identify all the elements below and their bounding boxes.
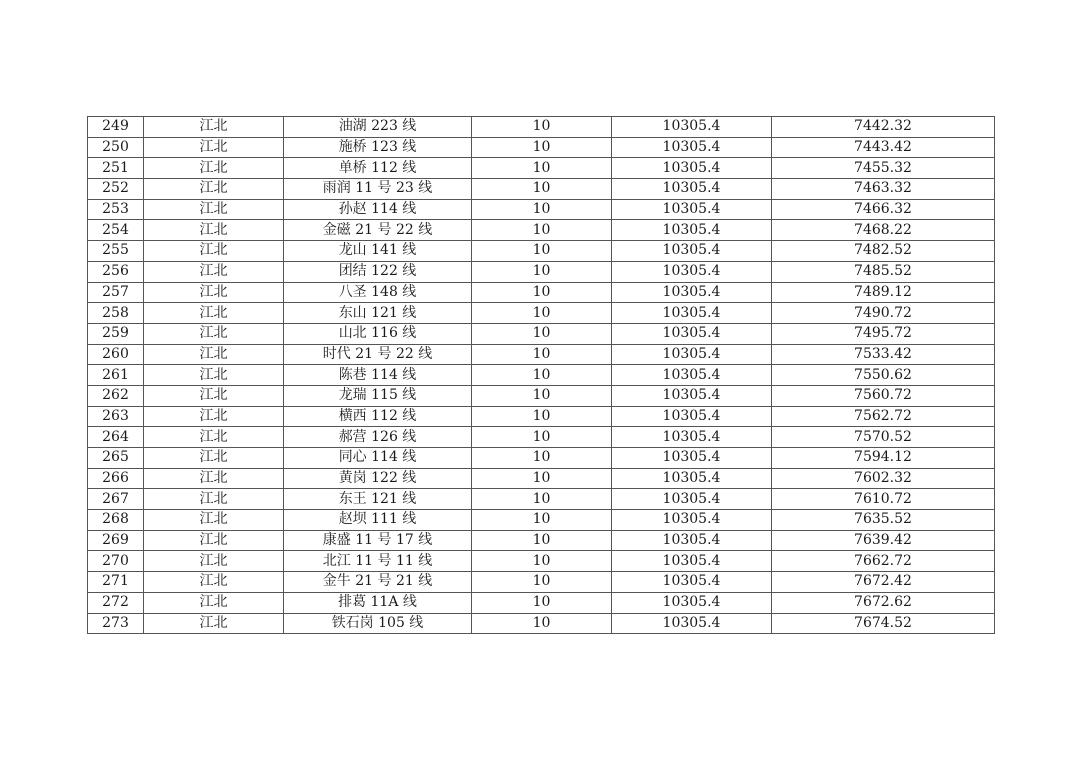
line-name-cell: 龙山 141 线 <box>284 241 472 262</box>
line-name-cell: 金磁 21 号 22 线 <box>284 220 472 241</box>
value-cell: 7570.52 <box>772 427 995 448</box>
voltage-cell: 10 <box>472 117 612 138</box>
row-number-cell: 260 <box>88 344 144 365</box>
table-row <box>88 220 995 241</box>
area-cell: 江北 <box>144 261 284 282</box>
row-number-cell: 251 <box>88 158 144 179</box>
voltage-cell: 10 <box>472 510 612 531</box>
area-cell: 江北 <box>144 179 284 200</box>
data-table <box>87 116 995 634</box>
table-row <box>88 303 995 324</box>
voltage-cell: 10 <box>472 406 612 427</box>
capacity-cell: 10305.4 <box>612 261 772 282</box>
capacity-cell: 10305.4 <box>612 406 772 427</box>
capacity-cell: 10305.4 <box>612 551 772 572</box>
table-row <box>88 365 995 386</box>
row-number-cell: 249 <box>88 117 144 138</box>
row-number-cell: 250 <box>88 137 144 158</box>
voltage-cell: 10 <box>472 613 612 634</box>
row-number-cell: 259 <box>88 323 144 344</box>
area-cell: 江北 <box>144 530 284 551</box>
voltage-cell: 10 <box>472 137 612 158</box>
capacity-cell: 10305.4 <box>612 468 772 489</box>
capacity-cell: 10305.4 <box>612 199 772 220</box>
voltage-cell: 10 <box>472 489 612 510</box>
area-cell: 江北 <box>144 303 284 324</box>
voltage-cell: 10 <box>472 241 612 262</box>
area-cell: 江北 <box>144 199 284 220</box>
area-cell: 江北 <box>144 241 284 262</box>
value-cell: 7485.52 <box>772 261 995 282</box>
line-name-cell: 横西 112 线 <box>284 406 472 427</box>
area-cell: 江北 <box>144 220 284 241</box>
voltage-cell: 10 <box>472 365 612 386</box>
capacity-cell: 10305.4 <box>612 158 772 179</box>
table-row <box>88 179 995 200</box>
capacity-cell: 10305.4 <box>612 530 772 551</box>
table-row <box>88 489 995 510</box>
row-number-cell: 253 <box>88 199 144 220</box>
area-cell: 江北 <box>144 137 284 158</box>
area-cell: 江北 <box>144 427 284 448</box>
row-number-cell: 265 <box>88 448 144 469</box>
area-cell: 江北 <box>144 551 284 572</box>
voltage-cell: 10 <box>472 303 612 324</box>
voltage-cell: 10 <box>472 344 612 365</box>
row-number-cell: 254 <box>88 220 144 241</box>
table-row <box>88 530 995 551</box>
voltage-cell: 10 <box>472 220 612 241</box>
capacity-cell: 10305.4 <box>612 344 772 365</box>
voltage-cell: 10 <box>472 551 612 572</box>
capacity-cell: 10305.4 <box>612 592 772 613</box>
table-row <box>88 344 995 365</box>
line-name-cell: 排葛 11A 线 <box>284 592 472 613</box>
line-name-cell: 陈巷 114 线 <box>284 365 472 386</box>
row-number-cell: 255 <box>88 241 144 262</box>
area-cell: 江北 <box>144 344 284 365</box>
row-number-cell: 267 <box>88 489 144 510</box>
capacity-cell: 10305.4 <box>612 448 772 469</box>
value-cell: 7610.72 <box>772 489 995 510</box>
value-cell: 7639.42 <box>772 530 995 551</box>
line-name-cell: 东王 121 线 <box>284 489 472 510</box>
line-name-cell: 铁石岗 105 线 <box>284 613 472 634</box>
line-name-cell: 团结 122 线 <box>284 261 472 282</box>
capacity-cell: 10305.4 <box>612 179 772 200</box>
line-name-cell: 八圣 148 线 <box>284 282 472 303</box>
line-name-cell: 金牛 21 号 21 线 <box>284 572 472 593</box>
row-number-cell: 257 <box>88 282 144 303</box>
area-cell: 江北 <box>144 282 284 303</box>
line-name-cell: 龙瑞 115 线 <box>284 385 472 406</box>
area-cell: 江北 <box>144 468 284 489</box>
voltage-cell: 10 <box>472 323 612 344</box>
value-cell: 7594.12 <box>772 448 995 469</box>
line-name-cell: 单桥 112 线 <box>284 158 472 179</box>
capacity-cell: 10305.4 <box>612 489 772 510</box>
line-name-cell: 东山 121 线 <box>284 303 472 324</box>
value-cell: 7674.52 <box>772 613 995 634</box>
value-cell: 7463.32 <box>772 179 995 200</box>
value-cell: 7550.62 <box>772 365 995 386</box>
voltage-cell: 10 <box>472 158 612 179</box>
row-number-cell: 273 <box>88 613 144 634</box>
line-name-cell: 雨润 11 号 23 线 <box>284 179 472 200</box>
area-cell: 江北 <box>144 448 284 469</box>
value-cell: 7672.62 <box>772 592 995 613</box>
line-name-cell: 同心 114 线 <box>284 448 472 469</box>
line-name-cell: 山北 116 线 <box>284 323 472 344</box>
area-cell: 江北 <box>144 592 284 613</box>
value-cell: 7602.32 <box>772 468 995 489</box>
capacity-cell: 10305.4 <box>612 365 772 386</box>
table-row <box>88 448 995 469</box>
line-name-cell: 黄岗 122 线 <box>284 468 472 489</box>
value-cell: 7466.32 <box>772 199 995 220</box>
row-number-cell: 271 <box>88 572 144 593</box>
table-row <box>88 551 995 572</box>
capacity-cell: 10305.4 <box>612 427 772 448</box>
area-cell: 江北 <box>144 117 284 138</box>
capacity-cell: 10305.4 <box>612 137 772 158</box>
table-row <box>88 613 995 634</box>
row-number-cell: 264 <box>88 427 144 448</box>
table-row <box>88 427 995 448</box>
area-cell: 江北 <box>144 510 284 531</box>
capacity-cell: 10305.4 <box>612 510 772 531</box>
value-cell: 7489.12 <box>772 282 995 303</box>
table-row <box>88 510 995 531</box>
voltage-cell: 10 <box>472 199 612 220</box>
capacity-cell: 10305.4 <box>612 323 772 344</box>
area-cell: 江北 <box>144 572 284 593</box>
row-number-cell: 261 <box>88 365 144 386</box>
area-cell: 江北 <box>144 489 284 510</box>
capacity-cell: 10305.4 <box>612 303 772 324</box>
line-name-cell: 赵坝 111 线 <box>284 510 472 531</box>
line-name-cell: 油湖 223 线 <box>284 117 472 138</box>
voltage-cell: 10 <box>472 468 612 489</box>
voltage-cell: 10 <box>472 261 612 282</box>
value-cell: 7672.42 <box>772 572 995 593</box>
value-cell: 7495.72 <box>772 323 995 344</box>
voltage-cell: 10 <box>472 427 612 448</box>
row-number-cell: 269 <box>88 530 144 551</box>
table-row <box>88 385 995 406</box>
line-name-cell: 北江 11 号 11 线 <box>284 551 472 572</box>
area-cell: 江北 <box>144 613 284 634</box>
value-cell: 7455.32 <box>772 158 995 179</box>
value-cell: 7635.52 <box>772 510 995 531</box>
table-row <box>88 261 995 282</box>
table-row <box>88 241 995 262</box>
capacity-cell: 10305.4 <box>612 572 772 593</box>
area-cell: 江北 <box>144 385 284 406</box>
area-cell: 江北 <box>144 406 284 427</box>
table-row <box>88 158 995 179</box>
capacity-cell: 10305.4 <box>612 613 772 634</box>
voltage-cell: 10 <box>472 179 612 200</box>
voltage-cell: 10 <box>472 530 612 551</box>
row-number-cell: 252 <box>88 179 144 200</box>
value-cell: 7662.72 <box>772 551 995 572</box>
row-number-cell: 266 <box>88 468 144 489</box>
table-row <box>88 137 995 158</box>
row-number-cell: 272 <box>88 592 144 613</box>
table-row <box>88 572 995 593</box>
line-name-cell: 施桥 123 线 <box>284 137 472 158</box>
table-row <box>88 406 995 427</box>
capacity-cell: 10305.4 <box>612 117 772 138</box>
row-number-cell: 258 <box>88 303 144 324</box>
area-cell: 江北 <box>144 365 284 386</box>
row-number-cell: 263 <box>88 406 144 427</box>
row-number-cell: 270 <box>88 551 144 572</box>
line-name-cell: 郝营 126 线 <box>284 427 472 448</box>
capacity-cell: 10305.4 <box>612 241 772 262</box>
capacity-cell: 10305.4 <box>612 220 772 241</box>
row-number-cell: 256 <box>88 261 144 282</box>
value-cell: 7562.72 <box>772 406 995 427</box>
voltage-cell: 10 <box>472 592 612 613</box>
line-name-cell: 孙赵 114 线 <box>284 199 472 220</box>
voltage-cell: 10 <box>472 282 612 303</box>
row-number-cell: 268 <box>88 510 144 531</box>
line-name-cell: 时代 21 号 22 线 <box>284 344 472 365</box>
table-row <box>88 117 995 138</box>
value-cell: 7560.72 <box>772 385 995 406</box>
table-row <box>88 282 995 303</box>
value-cell: 7443.42 <box>772 137 995 158</box>
line-name-cell: 康盛 11 号 17 线 <box>284 530 472 551</box>
voltage-cell: 10 <box>472 448 612 469</box>
table-row <box>88 199 995 220</box>
value-cell: 7482.52 <box>772 241 995 262</box>
area-cell: 江北 <box>144 323 284 344</box>
value-cell: 7442.32 <box>772 117 995 138</box>
value-cell: 7490.72 <box>772 303 995 324</box>
value-cell: 7533.42 <box>772 344 995 365</box>
table-body <box>88 117 995 634</box>
voltage-cell: 10 <box>472 572 612 593</box>
capacity-cell: 10305.4 <box>612 282 772 303</box>
value-cell: 7468.22 <box>772 220 995 241</box>
table-row <box>88 468 995 489</box>
capacity-cell: 10305.4 <box>612 385 772 406</box>
table-row <box>88 592 995 613</box>
voltage-cell: 10 <box>472 385 612 406</box>
table-row <box>88 323 995 344</box>
row-number-cell: 262 <box>88 385 144 406</box>
area-cell: 江北 <box>144 158 284 179</box>
